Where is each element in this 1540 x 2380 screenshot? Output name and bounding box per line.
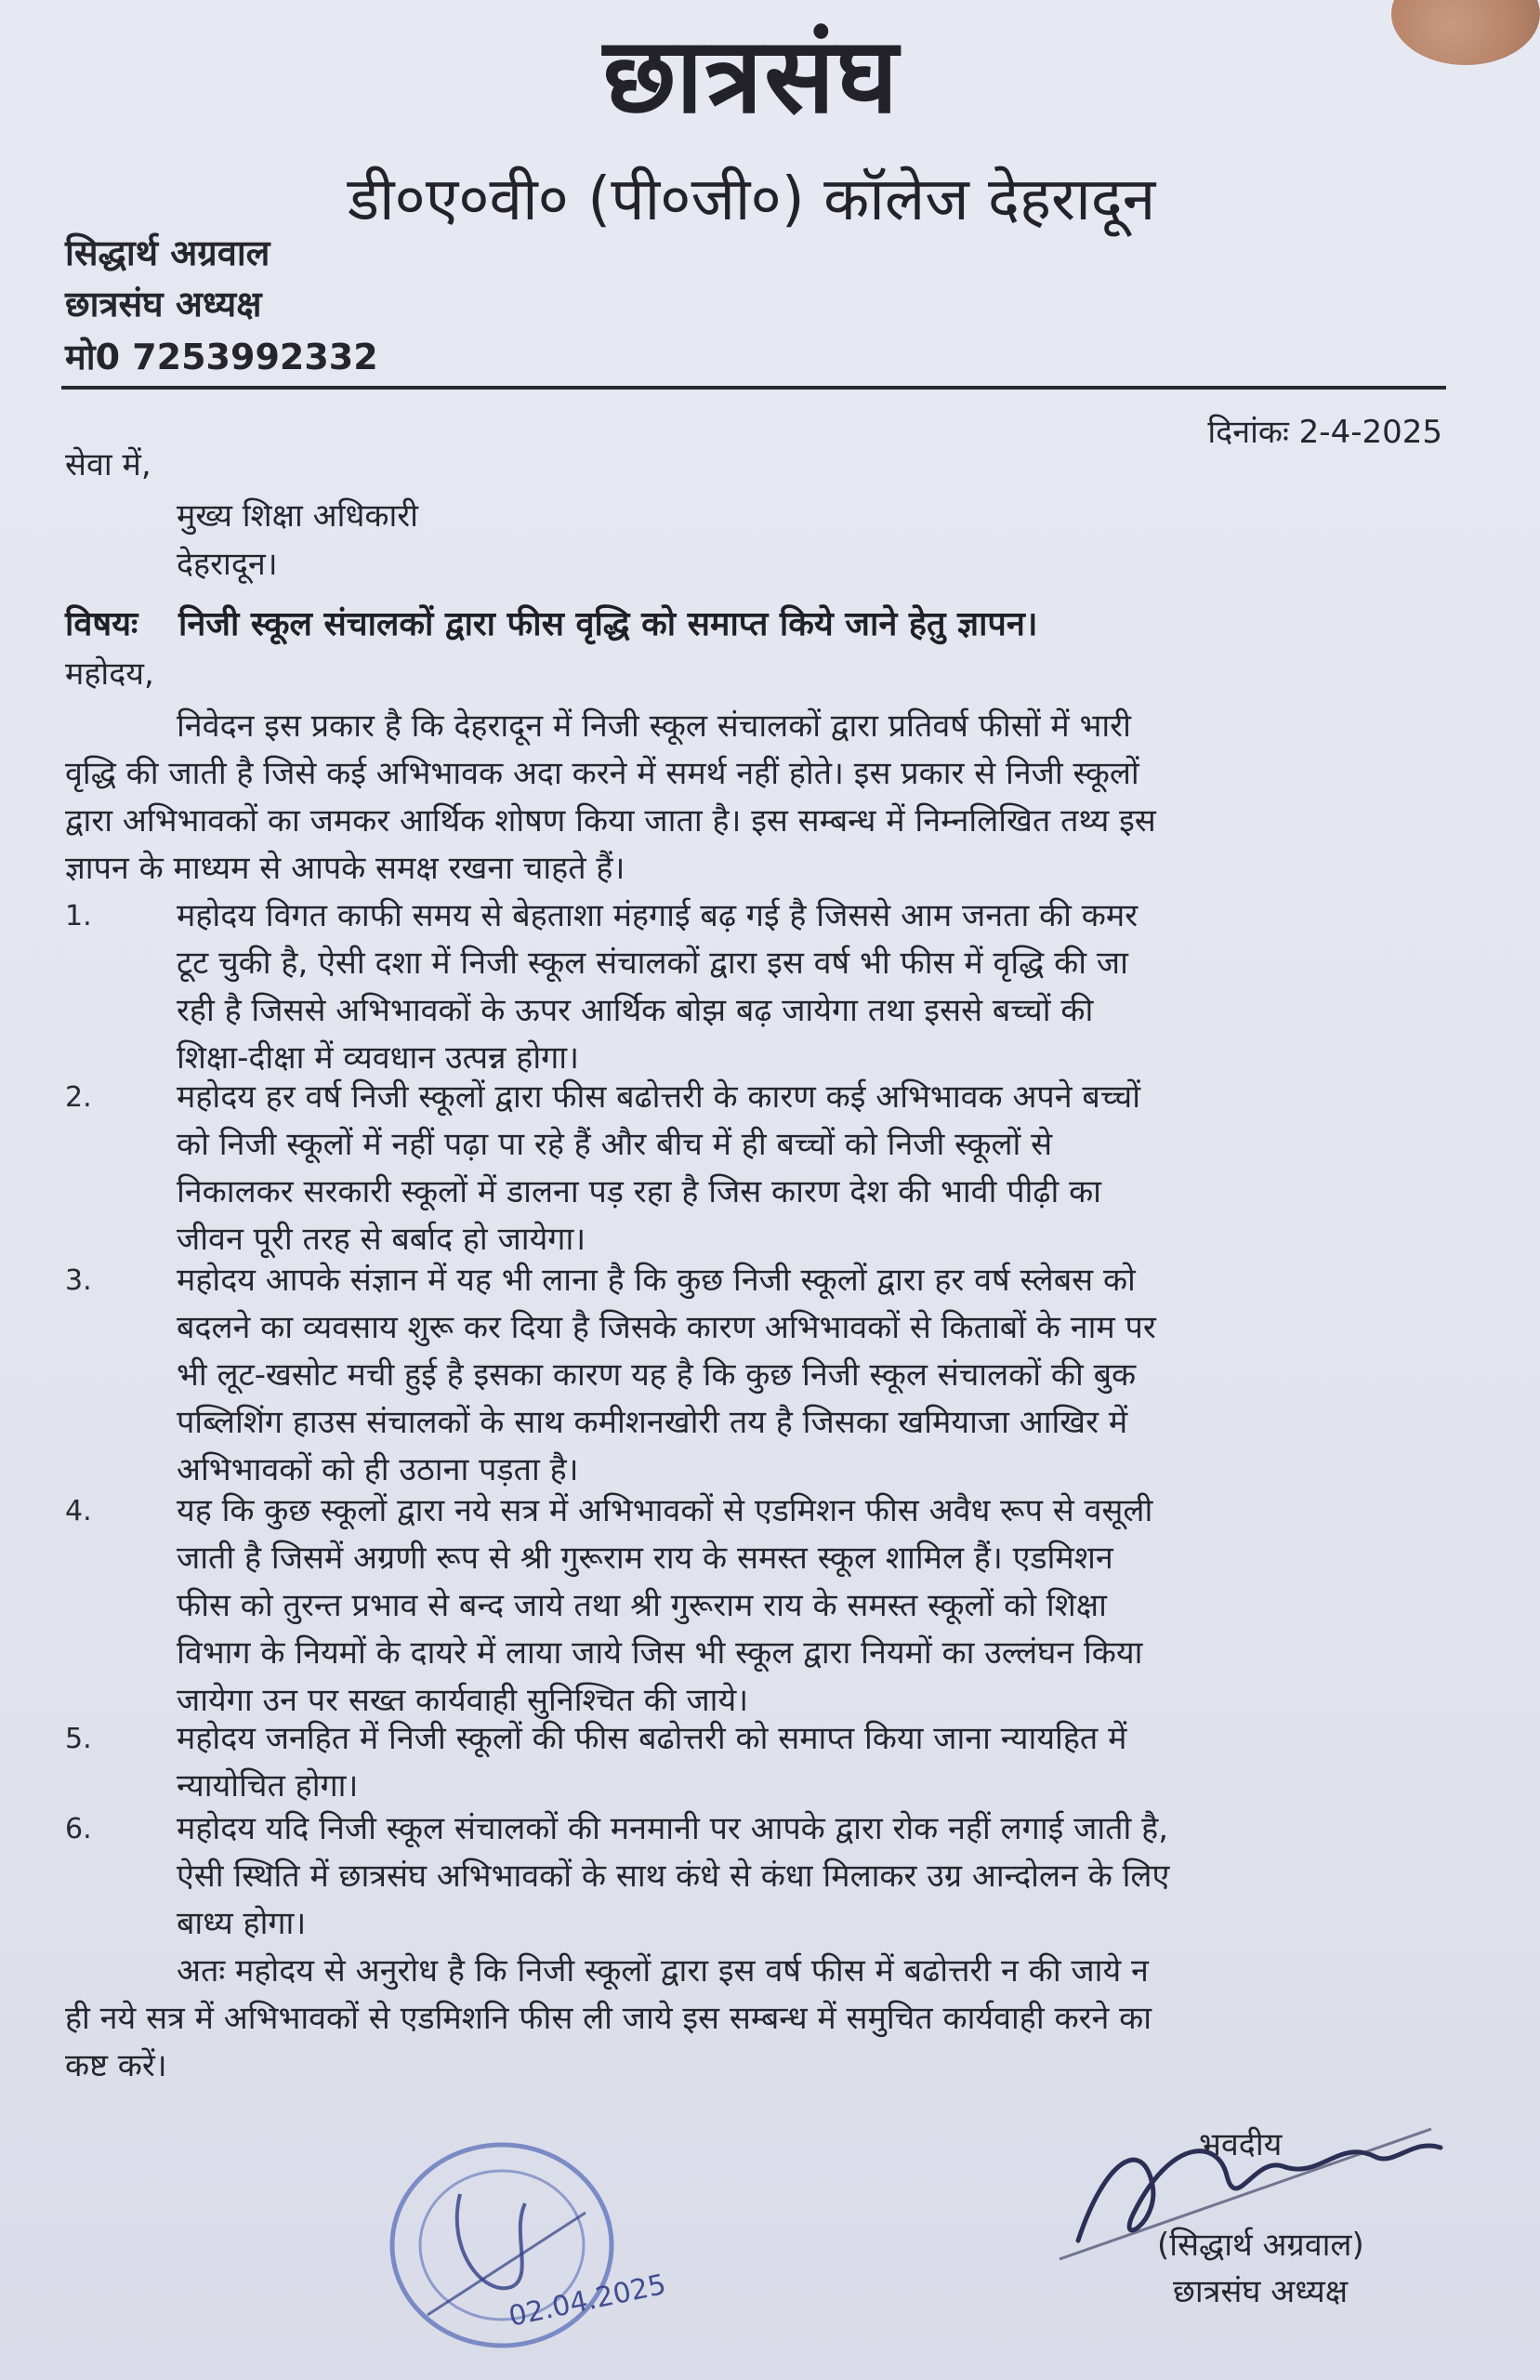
point-number: 4. [65,1495,92,1527]
point-line: बाध्य होगा। [177,1905,307,1942]
point-line: टूट चुकी है, ऐसी दशा में निजी स्कूल संचालकों द्वारा इस वर्ष भी फीस में वृद्धि की जा [177,945,1128,982]
point-line: महोदय यदि निजी स्कूल संचालकों की मनमानी पर आपके द्वारा रोक नहीं लगाई जाती है, [177,1810,1169,1847]
subject-label: विषयः [65,605,138,643]
point-line: महोदय विगत काफी समय से बेहताशा मंहगाई बढ़ गई है जिससे आम जनता की कमर [177,897,1139,934]
sender-name: सिद्धार्थ अग्रवाल [65,232,270,273]
point-number: 2. [65,1081,92,1114]
recipient-office: मुख्य शिक्षा अधिकारी [177,497,418,535]
closing-paragraph [65,1948,1441,2090]
closing-line: ही नये सत्र में अभिभावकों से एडमिशनि फीस ली जाये इस सम्बन्ध में समुचित कार्यवाही करने का [65,2000,1152,2037]
point-line: बदलने का व्यवसाय शुरू कर दिया है जिसके कारण अभिभावकों से किताबों के नाम पर [177,1309,1156,1346]
seal-date: 02.04.2025 [506,2268,669,2334]
point-3 [177,1257,1441,1494]
greeting: महोदय, [65,655,154,693]
point-line: जाती है जिसमें अग्रणी रूप से श्री गुरूराम राय के समस्त स्कूल शामिल हैं। एडमिशन [177,1540,1113,1577]
intro-line: ज्ञापन के माध्यम से आपके समक्ष रखना चाहते हैं। [65,850,625,887]
intro-paragraph [65,703,1441,892]
point-number: 6. [65,1813,92,1845]
intro-line: निवेदन इस प्रकार है कि देहरादून में निजी स्कूल संचालकों द्वारा प्रतिवर्ष फीसों में भारी [177,707,1131,745]
point-line: को निजी स्कूलों में नहीं पढ़ा पा रहे हैं और बीच में ही बच्चों को निजी स्कूलों से [177,1126,1053,1163]
office-seal-stamp [372,2129,669,2361]
closing-line: अतः महोदय से अनुरोध है कि निजी स्कूलों द्वारा इस वर्ष फीस में बढोत्तरी न की जाये न [177,1952,1149,1990]
recipient-city: देहरादून। [177,546,278,583]
header-divider [61,386,1446,390]
point-line: अभिभावकों को ही उठाना पड़ता है। [177,1451,579,1488]
point-line: विभाग के नियमों के दायरे में लाया जाये जिस भी स्कूल द्वारा नियमों का उल्लंघन किया [177,1634,1143,1672]
point-line: महोदय हर वर्ष निजी स्कूलों द्वारा फीस बढोत्तरी के कारण कई अभिभावक अपने बच्चों [177,1078,1141,1116]
intro-line: द्वारा अभिभावकों का जमकर आर्थिक शोषण किया जाता है। इस सम्बन्ध में निम्नलिखित तथ्य इस [65,802,1156,840]
point-line: यह कि कुछ स्कूलों द्वारा नये सत्र में अभिभावकों से एडमिशन फीस अवैध रूप से वसूली [177,1492,1153,1529]
letterhead-title: छात्रसंघ [602,16,901,137]
letterhead-college: डी०ए०वी० (पी०जी०) कॉलेज देहरादून [347,165,1156,234]
point-line: निकालकर सरकारी स्कूलों में डालना पड़ रहा है जिस कारण देश की भावी पीढ़ी का [177,1173,1101,1210]
yours-faithfully: भवदीय [1199,2126,1283,2163]
letter-date: दिनांकः 2-4-2025 [1207,414,1442,451]
recipient-to: सेवा में, [65,446,151,483]
point-2 [177,1074,1441,1263]
point-line: शिक्षा-दीक्षा में व्यवधान उत्पन्न होगा। [177,1039,580,1077]
closing-line: कष्ट करें। [65,2047,167,2084]
point-number: 3. [65,1264,92,1297]
point-5 [177,1715,1441,1810]
point-number: 1. [65,900,92,932]
subject-text: निजी स्कूल संचालकों द्वारा फीस वृद्धि को समाप्त किये जाने हेतु ज्ञापन। [178,605,1038,643]
signatory-designation: छात्रसंघ अध्यक्ष [1173,2273,1349,2310]
point-line: महोदय जनहित में निजी स्कूलों की फीस बढोत्तरी को समाप्त किया जाना न्यायहित में [177,1720,1127,1757]
point-line: जीवन पूरी तरह से बर्बाद हो जायेगा। [177,1221,586,1258]
point-number: 5. [65,1723,92,1755]
sender-mobile: मो0 7253992332 [65,337,378,377]
point-line: न्यायोचित होगा। [177,1767,359,1805]
point-line: ऐसी स्थिति में छात्रसंघ अभिभावकों के साथ कंधे से कंधा मिलाकर उग्र आन्दोलन के लिए [177,1858,1170,1895]
sender-designation: छात्रसंघ अध्यक्ष [65,284,262,324]
point-line: महोदय आपके संज्ञान में यह भी लाना है कि कुछ निजी स्कूलों द्वारा हर वर्ष स्लेबस को [177,1262,1136,1299]
point-line: फीस को तुरन्त प्रभाव से बन्द जाये तथा श्री गुरूराम राय के समस्त स्कूलों को शिक्षा [177,1587,1107,1624]
point-line: जायेगा उन पर सख्त कार्यवाही सुनिश्चित की जाये। [177,1682,749,1719]
point-line: रही है जिससे अभिभावकों के ऊपर आर्थिक बोझ बढ़ जायेगा तथा इससे बच्चों की [177,992,1094,1029]
point-line: भी लूट-खसोट मची हुई है इसका कारण यह है कि कुछ निजी स्कूल संचालकों की बुक [177,1356,1137,1394]
point-6 [177,1805,1441,1948]
intro-line: वृद्धि की जाती है जिसे कई अभिभावक अदा करने में समर्थ नहीं होते। इस प्रकार से निजी स्कूलों [65,755,1139,792]
signatory-name: (सिद्धार्थ अग्रवाल) [1157,2227,1364,2264]
point-line: पब्लिशिंग हाउस संचालकों के साथ कमीशनखोरी तय है जिसका खमियाजा आखिर में [177,1404,1128,1441]
point-1 [177,892,1441,1082]
point-4 [177,1488,1441,1725]
